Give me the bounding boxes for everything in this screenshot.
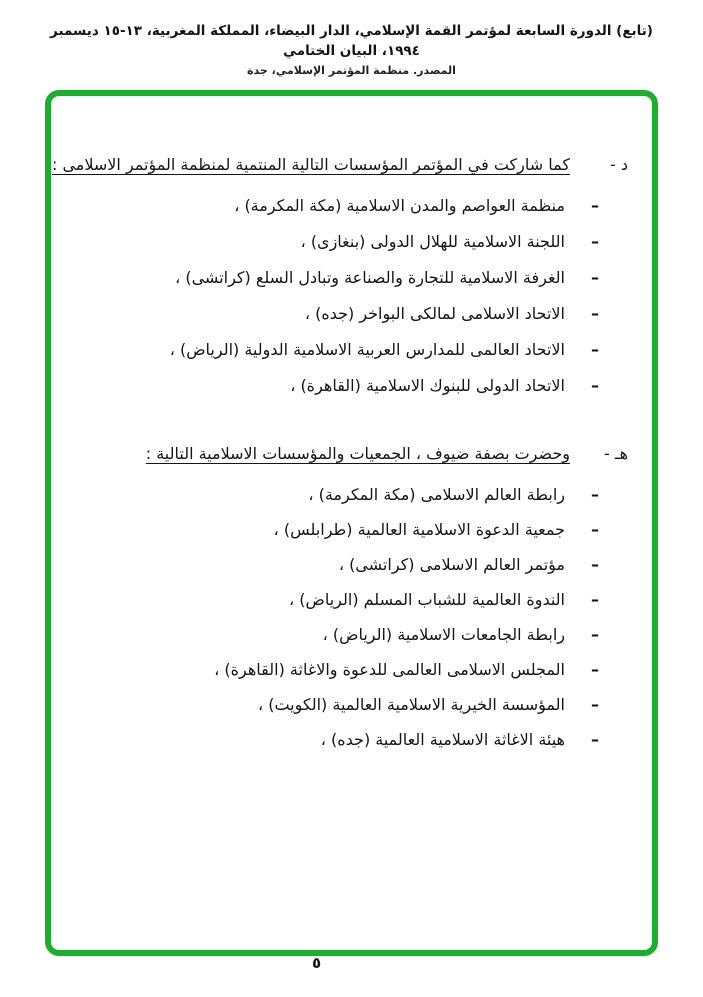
list-item	[51, 230, 598, 253]
list-item	[51, 194, 598, 217]
dash-bullet-icon: –	[591, 304, 598, 323]
dash-bullet-icon: –	[591, 340, 598, 359]
list-item-text: المجلس الاسلامى العالمى للدعوة والاغاثة (القاهرة) ،	[214, 660, 565, 679]
list-item	[51, 553, 598, 576]
list-item-text: الاتحاد العالمى للمدارس العربية الاسلامية الدولية (الرياض) ،	[169, 340, 565, 359]
dash-bullet-icon: –	[591, 730, 598, 749]
section-d-title: كما شاركت في المؤتمر المؤسسات التالية المنتمية لمنظمة المؤتمر الاسلامى :	[51, 155, 570, 174]
list-item-text: اللجنة الاسلامية للهلال الدولى (بنغازى) ،	[300, 232, 565, 251]
dash-bullet-icon: –	[591, 590, 598, 609]
dash-bullet-icon: –	[591, 660, 598, 679]
list-item-text: مؤتمر العالم الاسلامى (كراتشى) ،	[338, 555, 565, 574]
header-source: المصدر. منظمة المؤتمر الإسلامي، جدة	[247, 64, 456, 78]
list-item-text: الاتحاد الاسلامى لمالكى البواخر (جده) ،	[304, 304, 565, 323]
list-item	[51, 374, 598, 397]
section-h	[51, 441, 652, 751]
dash-bullet-icon: –	[591, 695, 598, 714]
section-d-marker: د -	[610, 155, 628, 174]
list-item-text: المؤسسة الخيرية الاسلامية العالمية (الكويت) ،	[257, 695, 565, 714]
section-h-title: وحضرت بصفة ضيوف ، الجمعيات والمؤسسات الاسلامية التالية :	[145, 444, 570, 463]
dash-bullet-icon: –	[591, 376, 598, 395]
list-item	[51, 693, 598, 716]
list-item	[51, 302, 598, 325]
document-frame	[45, 90, 658, 956]
dash-bullet-icon: –	[591, 520, 598, 539]
list-item	[51, 658, 598, 681]
section-h-marker: هـ -	[604, 444, 628, 463]
dash-bullet-icon: –	[591, 232, 598, 251]
list-item	[51, 338, 598, 361]
dash-bullet-icon: –	[591, 555, 598, 574]
section-d	[51, 152, 652, 397]
section-h-list	[51, 483, 652, 751]
dash-bullet-icon: –	[591, 196, 598, 215]
list-item	[51, 588, 598, 611]
section-d-list	[51, 194, 652, 397]
list-item-text: رابطة العالم الاسلامى (مكة المكرمة) ،	[308, 485, 565, 504]
list-item-text: منظمة العواصم والمدن الاسلامية (مكة المكرمة) ،	[234, 196, 565, 215]
list-item-text: الندوة العالمية للشباب المسلم (الرياض) ،	[289, 590, 565, 609]
page-header	[0, 22, 703, 77]
list-item	[51, 266, 598, 289]
section-d-heading-row	[51, 152, 652, 178]
section-h-heading-row	[51, 441, 652, 467]
dash-bullet-icon: –	[591, 268, 598, 287]
dash-bullet-icon: –	[591, 625, 598, 644]
page-number: ٥	[312, 954, 322, 972]
list-item	[51, 623, 598, 646]
list-item-text: الاتحاد الدولى للبنوك الاسلامية (القاهرة) ،	[290, 376, 565, 395]
list-item	[51, 518, 598, 541]
list-item-text: جمعية الدعوة الاسلامية العالمية (طرابلس) ،	[273, 520, 565, 539]
document-content	[51, 96, 652, 950]
list-item	[51, 483, 598, 506]
list-item-text: الغرفة الاسلامية للتجارة والصناعة وتبادل السلع (كراتشى) ،	[175, 268, 565, 287]
list-item	[51, 728, 598, 751]
dash-bullet-icon: –	[591, 485, 598, 504]
list-item-text: هيئة الاغاثة الاسلامية العالمية (جده) ،	[320, 730, 565, 749]
list-item-text: رابطة الجامعات الاسلامية (الرياض) ،	[322, 625, 565, 644]
header-title: (تابع) الدورة السابعة لمؤتمر القمة الإسلامي، الدار البيضاء، المملكة المغربية، ١٣-١٥ ديسمبر ١٩٩٤، البيان الختامي	[50, 23, 653, 59]
